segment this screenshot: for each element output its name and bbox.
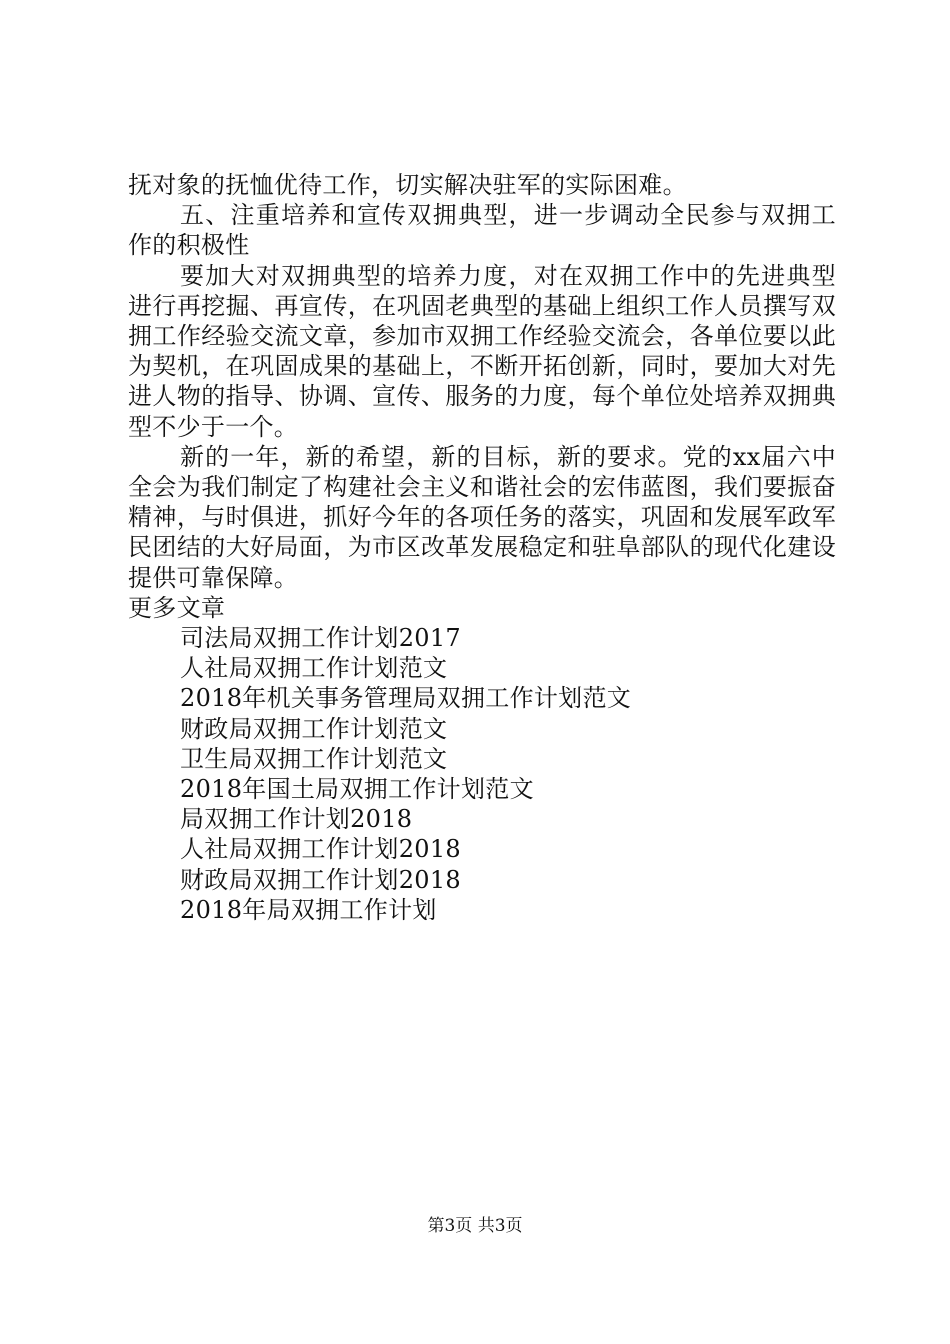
more-article-link[interactable]: 人社局双拥工作计划2018 bbox=[180, 835, 461, 864]
more-article-link[interactable]: 2018年机关事务管理局双拥工作计划范文 bbox=[180, 684, 632, 713]
paragraph-conclusion: 新的一年，新的希望，新的目标，新的要求。党的xx届六中全会为我们制定了构建社会主义和谐社会的宏伟蓝图，我们要振奋精神，与时俱进，抓好今年的各项任务的落实，巩固和发展军政军民团结的大好局面，为市区改革发展稳定和驻阜部队的现代化建设提供可靠保障。 bbox=[128, 442, 836, 592]
more-article-link[interactable]: 2018年局双拥工作计划 bbox=[180, 895, 437, 924]
more-article-link[interactable]: 局双拥工作计划2018 bbox=[180, 805, 413, 834]
more-article-link[interactable]: 财政局双拥工作计划范文 bbox=[180, 714, 448, 743]
more-article-link[interactable]: 2018年国土局双拥工作计划范文 bbox=[180, 775, 534, 804]
more-article-link[interactable]: 财政局双拥工作计划2018 bbox=[180, 865, 461, 894]
document-body bbox=[128, 170, 836, 925]
paragraph-continuation: 抚对象的抚恤优待工作，切实解决驻军的实际困难。 bbox=[128, 171, 687, 199]
more-articles-list bbox=[128, 623, 836, 925]
more-article-link[interactable]: 司法局双拥工作计划2017 bbox=[180, 624, 461, 653]
paragraph-body: 要加大对双拥典型的培养力度，对在双拥工作中的先进典型进行再挖掘、再宣传，在巩固老典型的基础上组织工作人员撰写双拥工作经验交流文章，参加市双拥工作经验交流会，各单位要以此为契机，在巩固成果的基础上，不断开拓创新，同时，要加大对先进人物的指导、协调、宣传、服务的力度，每个单位处培养双拥典型不少于一个。 bbox=[128, 261, 836, 441]
section-heading: 五、注重培养和宣传双拥典型，进一步调动全民参与双拥工作的积极性 bbox=[128, 201, 836, 260]
more-article-link[interactable]: 卫生局双拥工作计划范文 bbox=[180, 744, 448, 773]
more-article-link[interactable]: 人社局双拥工作计划范文 bbox=[180, 654, 448, 683]
more-articles-title: 更多文章 bbox=[128, 593, 226, 622]
page-footer: 第3页 共3页 bbox=[427, 1216, 523, 1236]
